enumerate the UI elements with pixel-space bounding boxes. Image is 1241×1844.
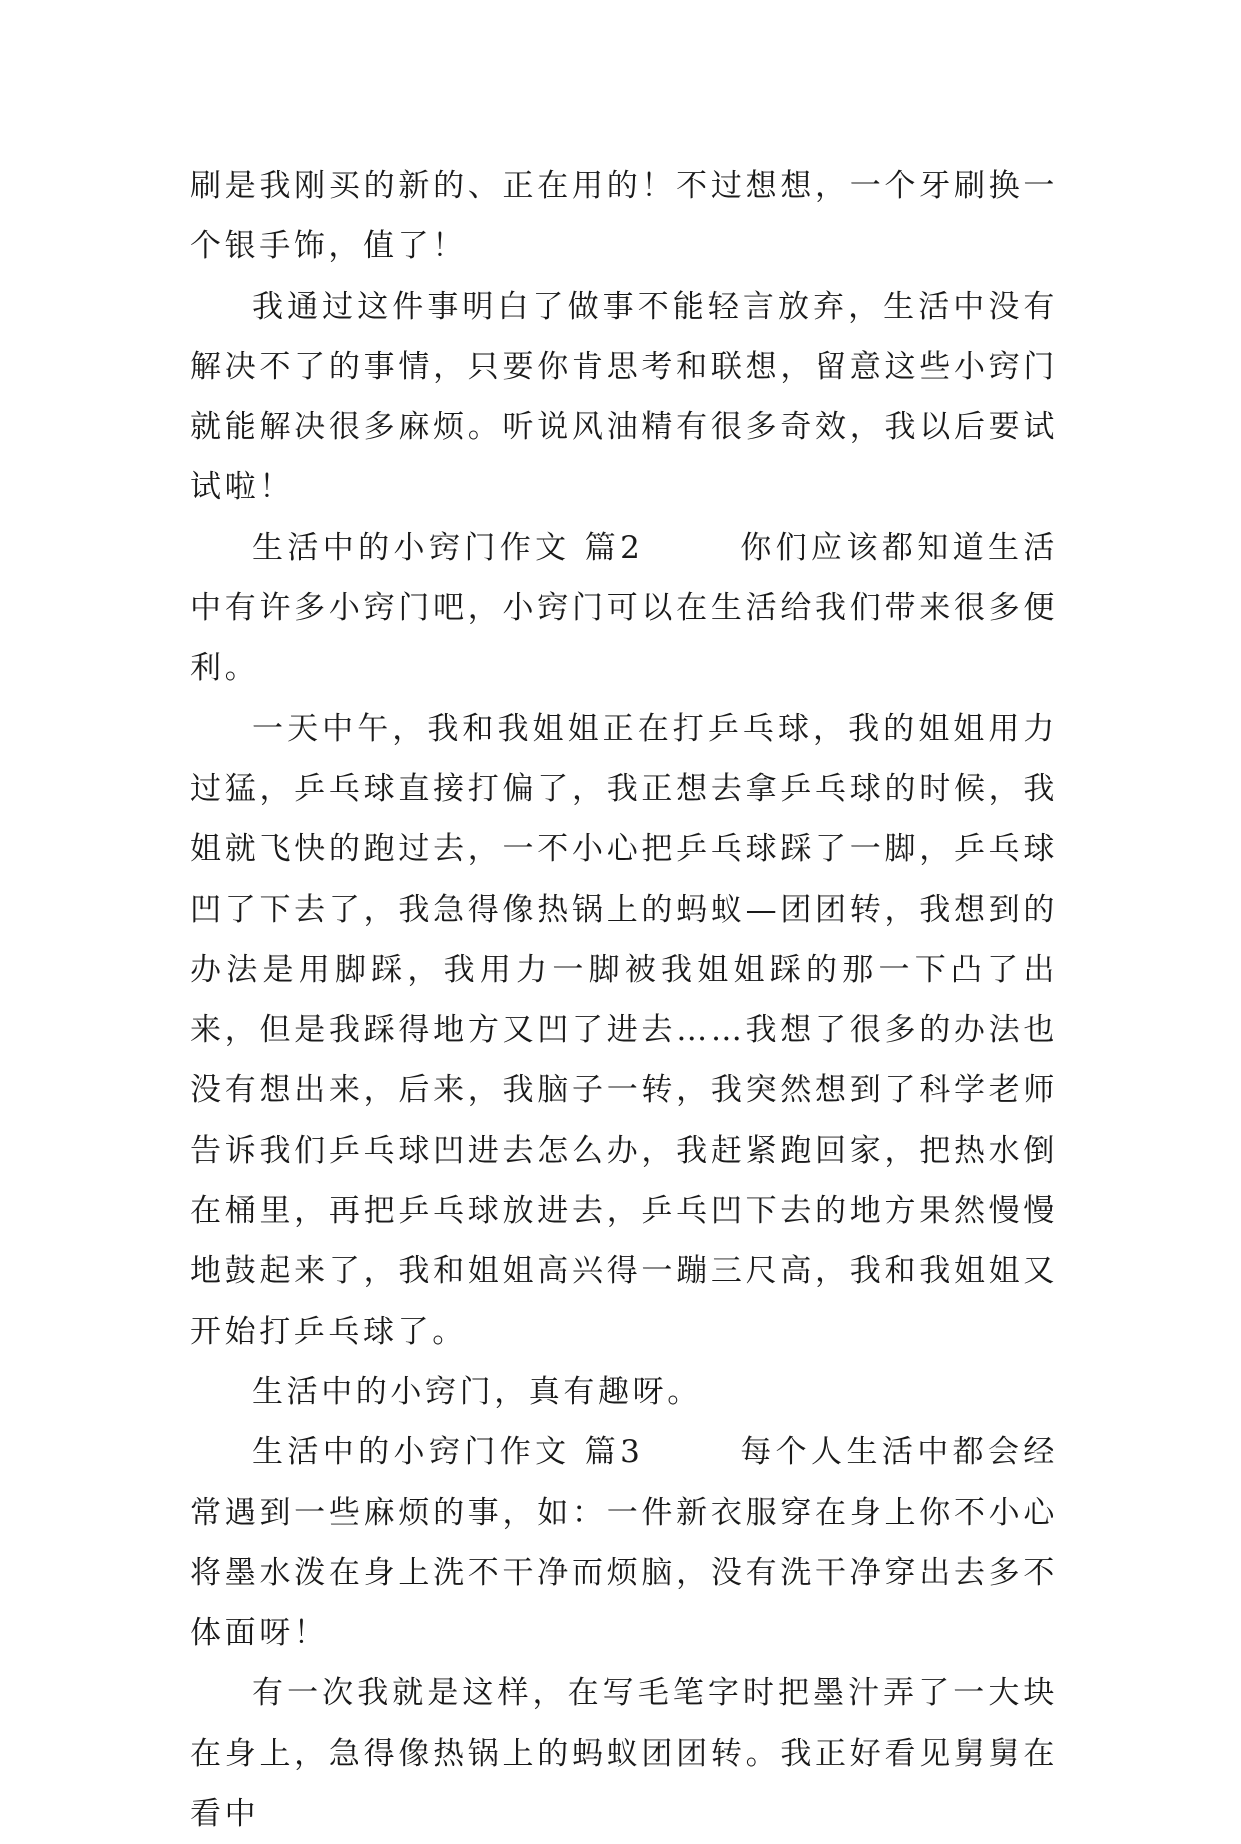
paragraph: 一天中午，我和我姐姐正在打乒乓球，我的姐姐用力过猛，乒乓球直接打偏了，我正想去拿乒乓球的时候，我姐就飞快的跑过去，一不小心把乒乓球踩了一脚，乒乓球凹了下去了，我急得像热锅上的蚂蚁—团团转，我想到的办法是用脚踩，我用力一脚被我姐姐踩的那一下凸了出来，但是我踩得地方又凹了进去……我想了很多的办法也没有想出来，后来，我脑子一转，我突然想到了科学老师告诉我们乒乓球凹进去怎么办，我赶紧跑回家，把热水倒在桶里，再把乒乓球放进去，乒乓凹下去的地方果然慢慢地鼓起来了，我和姐姐高兴得一蹦三尺高，我和我姐姐又开始打乒乓球了。 (190, 710, 1058, 1350)
paragraph: 刷是我刚买的新的、正在用的！不过想想，一个牙刷换一个银手饰，值了！ (190, 168, 1058, 265)
section-heading: 生活中的小窍门作文 篇3 (252, 1434, 644, 1471)
paragraph-with-heading (190, 518, 1058, 699)
paragraph-text: 你们应该都知道生活中有许多小窍门吧，小窍门可以在生活给我们带来很多便利。 (190, 529, 1058, 687)
section-heading: 生活中的小窍门作文 篇2 (252, 529, 644, 566)
paragraph: 我通过这件事明白了做事不能轻言放弃，生活中没有解决不了的事情，只要你肯思考和联想，留意这些小窍门就能解决很多麻烦。听说风油精有很多奇效，我以后要试试啦！ (190, 288, 1058, 506)
paragraph: 有一次我就是这样，在写毛笔字时把墨汁弄了一大块在身上，急得像热锅上的蚂蚁团团转。我正好看见舅舅在看中 (190, 1675, 1058, 1833)
document-page (190, 156, 1058, 1844)
paragraph: 生活中的小窍门，真有趣呀。 (252, 1373, 702, 1410)
paragraph-text: 每个人生活中都会经常遇到一些麻烦的事，如：一件新衣服穿在身上你不小心将墨水泼在身上洗不干净而烦脑，没有洗干净穿出去多不体面呀！ (190, 1434, 1058, 1652)
paragraph-with-heading (190, 1422, 1058, 1663)
